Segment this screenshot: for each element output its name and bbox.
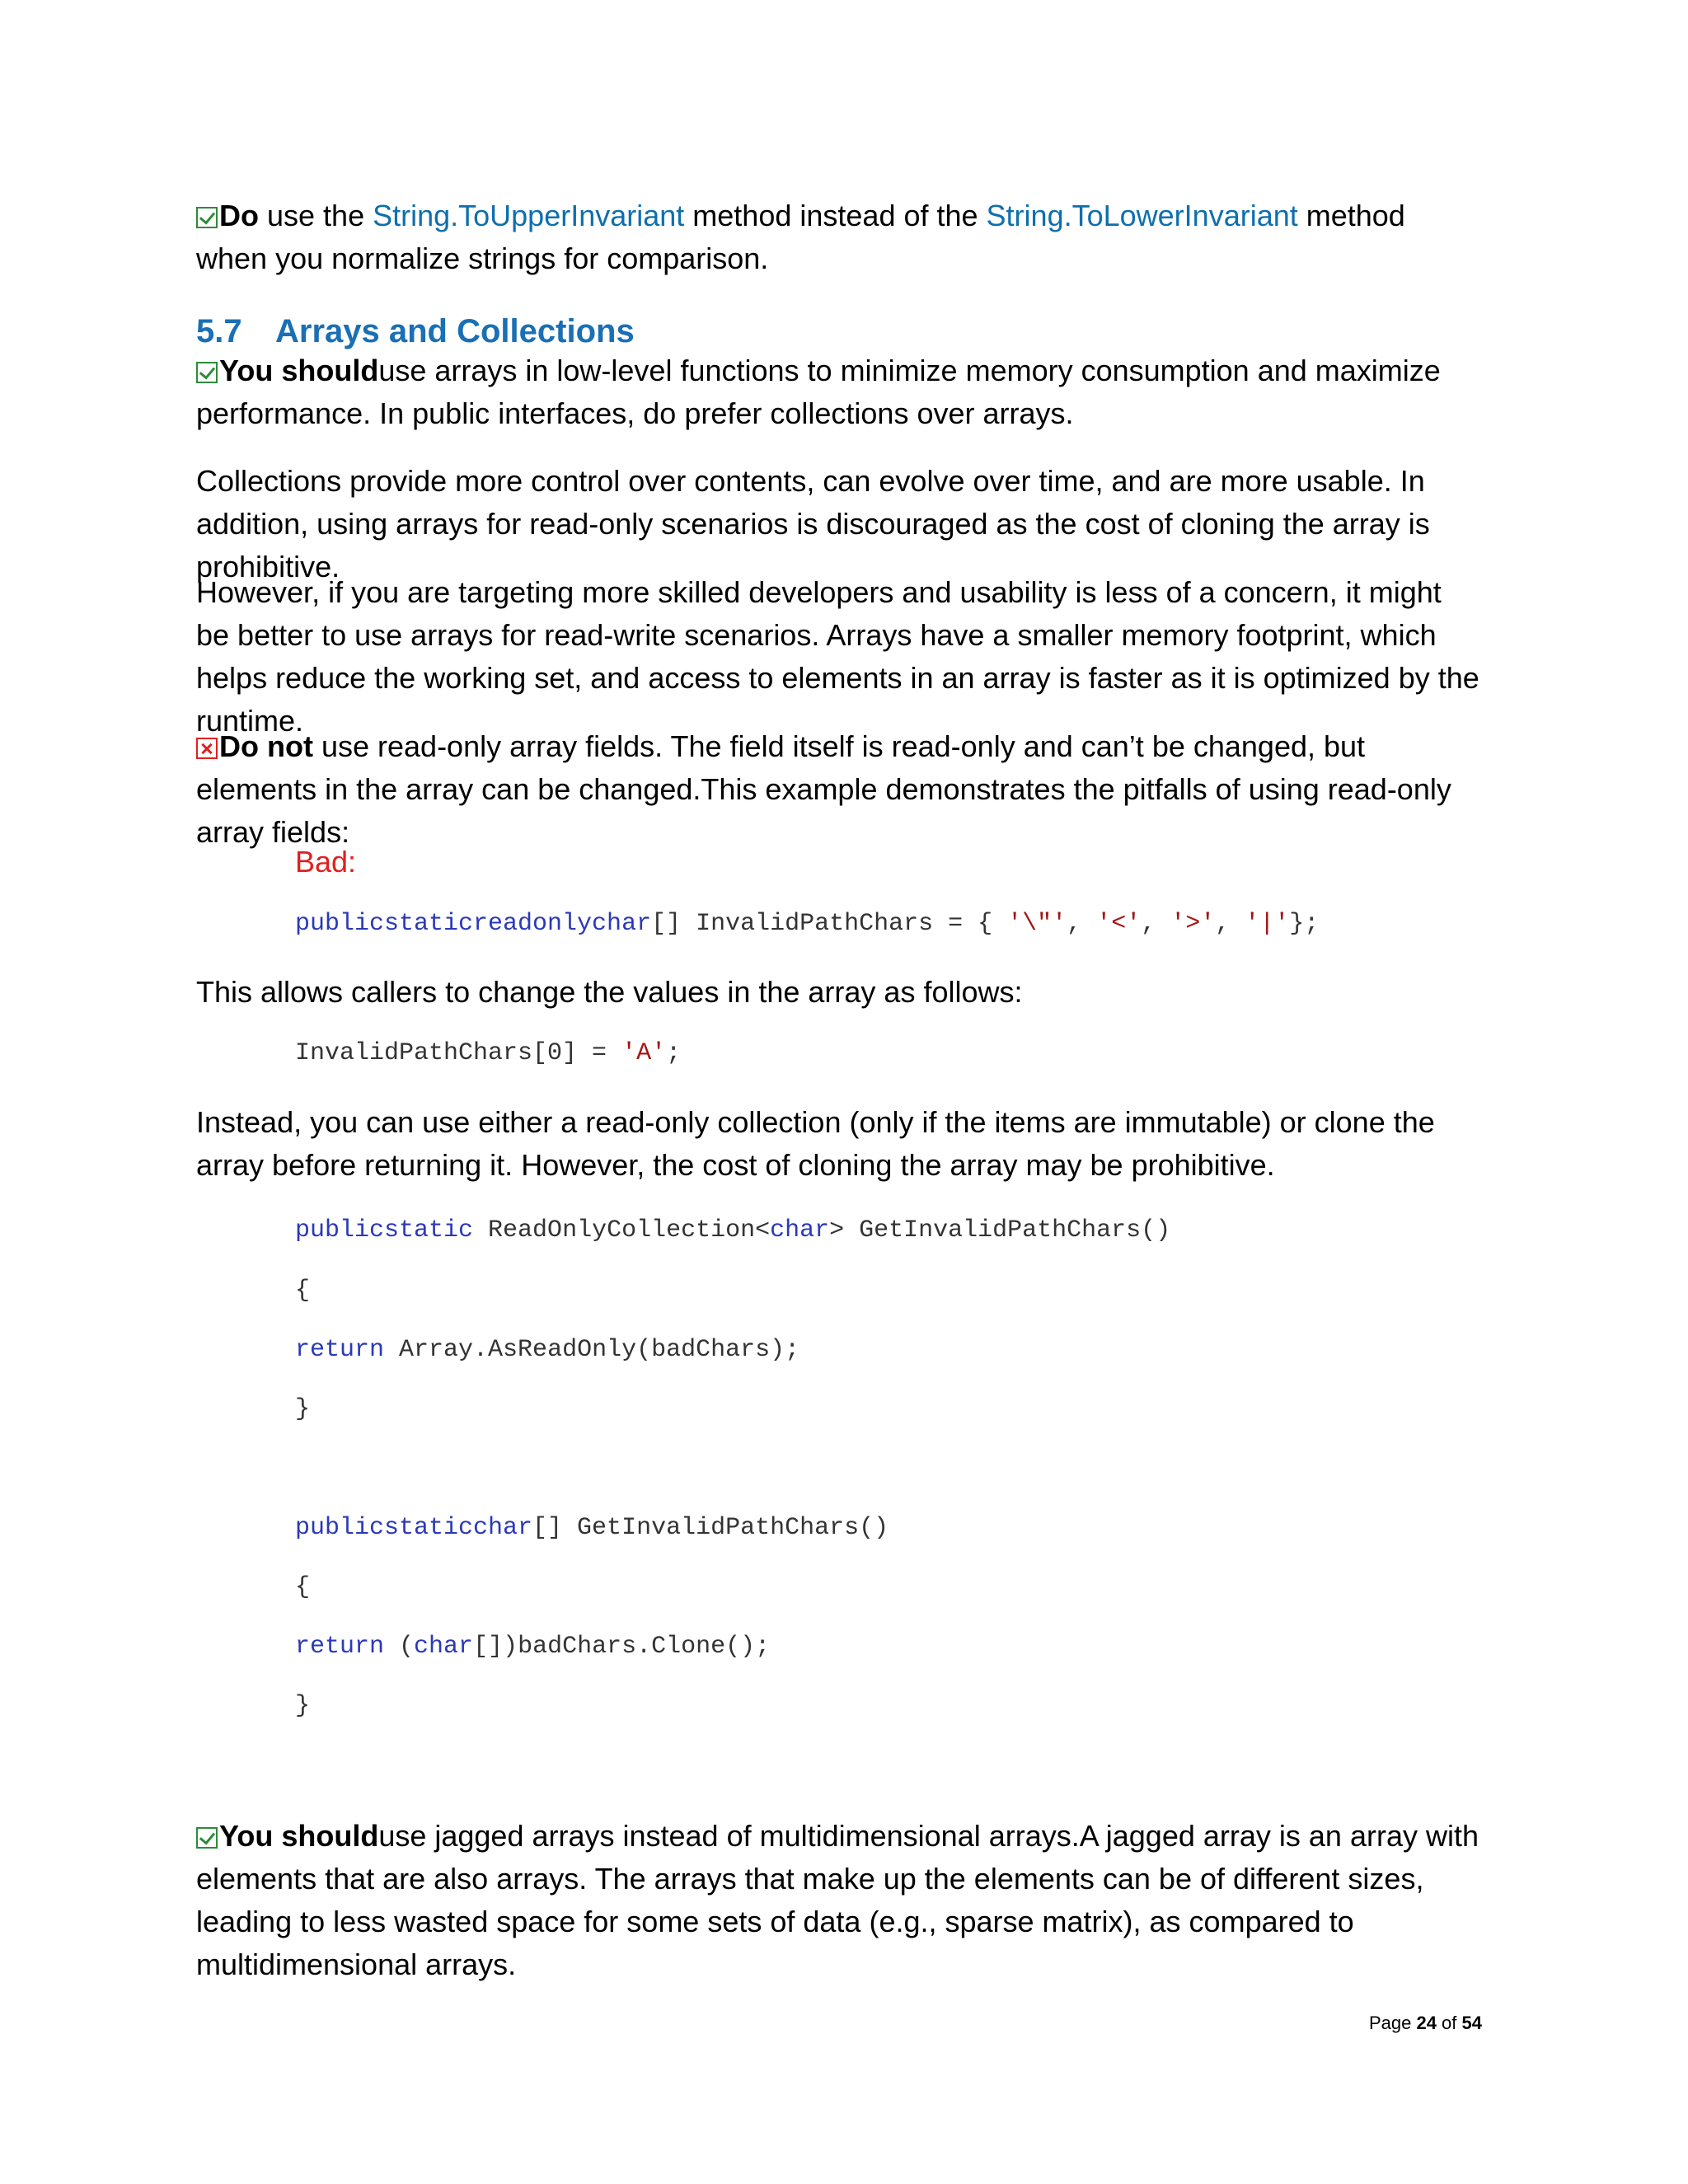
code-clone-line3: return (char[])badChars.Clone(); [295,1633,771,1661]
checkbox-do-icon [196,1827,218,1849]
paragraph-instead: Instead, you can use either a read-only collection (only if the items are immutable) or clone the array before returning it. However, the cost of cloning the array may be prohibitive. [196,1105,1435,1182]
paragraph-skilled-developers: However, if you are targeting more skilled developers and usability is less of a concern, it might be better to use arrays for read-write scenarios. Arrays have a smaller memory footprint, which helps reduce the working set, and access to elements in an array is faster as it is optimized by the runtime. [196,575,1479,738]
section-heading: 5.7 Arrays and Collections [196,313,635,349]
checkbox-do-not-icon [196,738,218,759]
code-readonly-collection-line1: publicstatic ReadOnlyCollection<char> GetInvalidPathChars() [295,1216,1171,1244]
current-page-number: 24 [1416,2013,1437,2033]
code-bad-example: publicstaticreadonlychar[] InvalidPathChars = { '\"', '<', '>', '|'}; [295,910,1320,938]
code-clone-line1: publicstaticchar[] GetInvalidPathChars() [295,1514,889,1542]
paragraph-arrays-low-level: You shoulduse arrays in low-level functions to minimize memory consumption and maximize performance. In public interfaces, do prefer collections over arrays. [196,354,1441,430]
paragraph-do-upper-invariant: Do use the String.ToUpperInvariant method instead of the String.ToLowerInvariant method when you normalize strings for comparison. [196,199,1405,275]
checkbox-do-icon [196,207,218,228]
link-to-upper-invariant[interactable]: String.ToUpperInvariant [373,199,685,232]
code-readonly-collection-line2: { [295,1277,311,1305]
checkbox-do-icon [196,362,218,383]
paragraph-jagged-arrays: You shoulduse jagged arrays instead of multidimensional arrays.A jagged array is an array with elements that are also arrays. The arrays that make up the elements can be of different sizes, leading to less wasted space for some sets of data (e.g., sparse matrix), as compared to multidimensional arrays. [196,1819,1479,1981]
bad-label: Bad: [295,845,357,879]
code-readonly-collection-line4: } [295,1395,311,1423]
code-clone-line4: } [295,1692,311,1720]
code-readonly-collection-line3: return Array.AsReadOnly(badChars); [295,1336,800,1364]
paragraph-collections: Collections provide more control over contents, can evolve over time, and are more usable. In addition, using arrays for read-only scenarios is discouraged as the cost of cloning the array is prohibitive. [196,464,1430,583]
page-footer: Page 24 of 54 [1368,2013,1482,2033]
code-clone-line2: { [295,1573,311,1601]
paragraph-do-not-readonly: Do not use read-only array fields. The field itself is read-only and can’t be changed, but elements in the array can be changed.This example demonstrates the pitfalls of using read-only array fields: [196,729,1451,849]
total-page-count: 54 [1461,2013,1482,2033]
link-to-lower-invariant[interactable]: String.ToLowerInvariant [986,199,1298,232]
code-assign-example: InvalidPathChars[0] = 'A'; [295,1039,682,1067]
paragraph-allows-callers: This allows callers to change the values in the array as follows: [196,975,1023,1009]
